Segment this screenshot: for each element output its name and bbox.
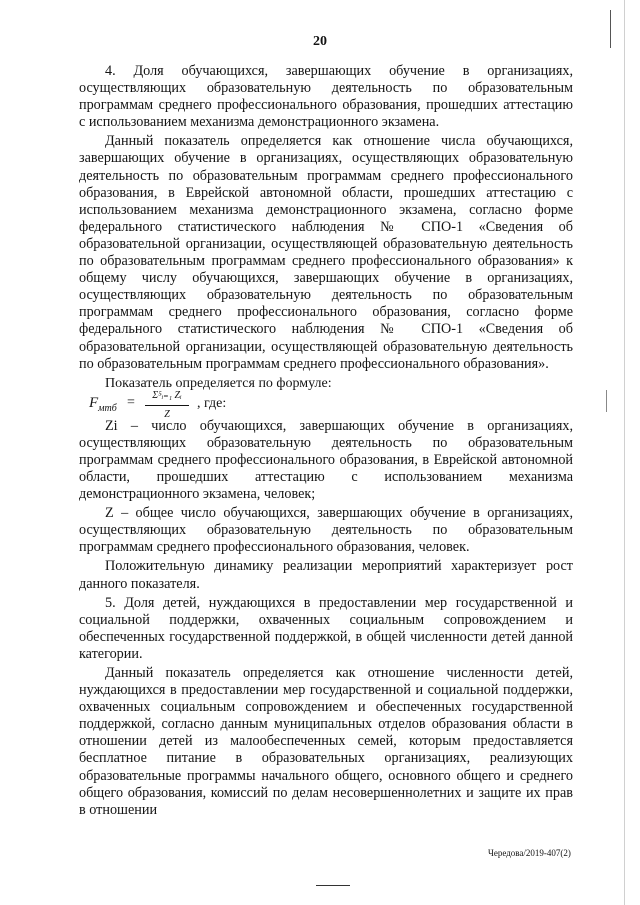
document-body (79, 63, 573, 821)
formula-numerator: Σ⁵ᵢ₌₁ Zᵢ (145, 387, 189, 406)
paragraph: Данный показатель определяется как отношение числа обучающихся, завершающих обучение в организациях, осуществляющих образовательную деятельность по образовательным программам среднего профессионального образования, в Еврейской автономной области, прошедших аттестацию с использованием механизма демонстрационного экзамена, согласно форме федерального статистического наблюдения № СПО-1 «Сведения об образовательной организации, осуществляющей образовательную деятельность по образовательным программам среднего профессионального образования» к общему числу обучающихся, завершающих обучение в организациях, осуществляющих образовательную деятельность по образовательным программам среднего профессионального образования, согласно форме федерального статистического наблюдения № СПО-1 «Сведения об образовательной организации, осуществляющей образовательную деятельность по образовательным программам среднего профессионального образования». (79, 133, 573, 372)
footer-line (316, 885, 350, 886)
document-code: Чередова/2019-407(2) (488, 848, 571, 858)
paragraph: Положительную динамику реализации мероприятий характеризует рост данного показателя. (79, 558, 573, 592)
paragraph: 4. Доля обучающихся, завершающих обучение в организациях, осуществляющих образовательную деятельность по образовательным программам среднего профессионального образования, прошедших аттестацию с использованием механизма демонстрационного экзамена. (79, 63, 573, 131)
formula-lhs (89, 395, 117, 417)
paragraph: Z – общее число обучающихся, завершающих обучение в организациях, осуществляющих образовательную деятельность по образовательным программам среднего профессионального образования, человек. (79, 505, 573, 556)
formula-block (79, 375, 573, 420)
formula-where: , где: (197, 395, 227, 411)
formula-denominator: Z (164, 408, 170, 420)
formula-intro: Показатель определяется по формуле: (105, 375, 332, 391)
paragraph: Zi – число обучающихся, завершающих обучение в организациях, осуществляющих образовательную деятельность по образовательным программам среднего профессионального образования, в Еврейской автономной области, прошедших аттестацию с использованием механизма демонстрационного экзамена, человек; (79, 417, 573, 503)
paragraph: 5. Доля детей, нуждающихся в предоставлении мер государственной и социальной поддержки, охваченных социальным сопровождением и обеспеченных государственной поддержкой, в общей численности детей данной категории. (79, 594, 573, 662)
scan-mark (606, 390, 607, 412)
page-number: 20 (313, 34, 327, 49)
formula-subscript: мтб (98, 402, 117, 414)
formula-fraction (145, 387, 189, 423)
paragraph: Данный показатель определяется как отношение численности детей, нуждающихся в предоставлении мер государственной и социальной поддержки, охваченных социальным сопровождением и обеспеченных государственной поддержкой, согласно данным муниципальных отделов образования области в отношении детей из малообеспеченных семей, которым предоставляется бесплатное питание в образовательных организациях, реализующих образовательные программы начального общего, основного общего и среднего общего образования, комиссий по делам несовершеннолетних и защите их прав в отношении (79, 665, 573, 818)
page-edge-line (624, 0, 625, 905)
formula-variable: F (89, 394, 99, 411)
formula-equals: = (127, 394, 135, 410)
